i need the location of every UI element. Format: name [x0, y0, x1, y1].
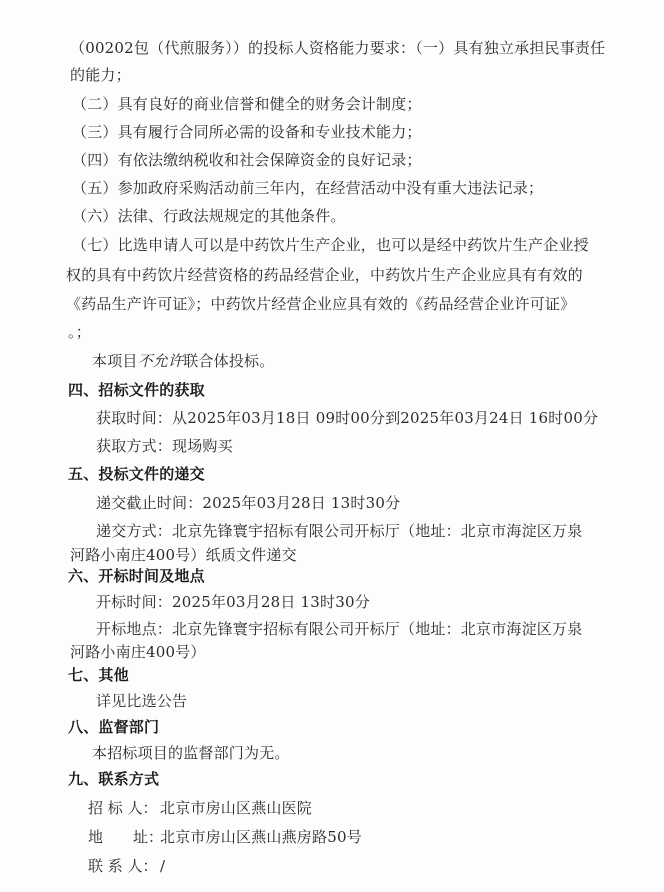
tenderer-label: 招 标 人： — [88, 799, 158, 817]
submission-method-line-2: 河路小南庄400号）纸质文件递交 — [70, 546, 297, 564]
consortium-statement — [92, 351, 274, 371]
qualification-intro-line-1: （00202包（代煎服务））的投标人资格能力要求：（一）具有独立承担民事责任 — [70, 39, 606, 57]
qualification-item-6: （六）法律、行政法规规定的其他条件。 — [72, 207, 346, 225]
qualification-item-7-line-4: 。； — [68, 323, 91, 341]
section-4-heading: 四、招标文件的获取 — [68, 381, 205, 399]
contact-address-row — [88, 827, 362, 847]
contact-person-row — [88, 856, 165, 876]
opening-place-line-1: 开标地点：北京先锋寰宇招标有限公司开标厅（地址：北京市海淀区万泉 — [96, 620, 583, 638]
qualification-item-4: （四）有依法缴纳税收和社会保障资金的良好记录； — [72, 151, 422, 169]
contact-person-label: 联 系 人： — [88, 857, 158, 875]
supervision-text: 本招标项目的监督部门为无。 — [92, 744, 290, 762]
opening-place-line-2: 河路小南庄400号） — [70, 643, 206, 661]
qualification-item-2: （二）具有良好的商业信誉和健全的财务会计制度； — [72, 95, 422, 113]
opening-time: 开标时间：2025年03月28日 13时30分 — [96, 593, 370, 611]
submission-deadline: 递交截止时间：2025年03月28日 13时30分 — [96, 494, 401, 512]
qualification-item-3: （三）具有履行合同所必需的设备和专业技术能力； — [72, 123, 422, 141]
qualification-item-7-line-1: （七）比选申请人可以是中药饮片生产企业，也可以是经中药饮片生产企业授 — [72, 236, 589, 254]
consortium-emphasis: 不允许 — [137, 352, 184, 370]
section-7-heading: 七、其他 — [68, 666, 129, 684]
address-value: 北京市房山区燕山燕房路50号 — [160, 828, 362, 846]
other-details: 详见比选公告 — [96, 692, 188, 710]
qualification-item-7-line-3: 《药品生产许可证》；中药饮片经营企业应具有效的《药品经营企业许可证》 — [66, 295, 576, 313]
qualification-item-7-line-2: 权的具有中药饮片经营资格的药品经营企业，中药饮片生产企业应具有有效的 — [66, 266, 583, 284]
submission-method-line-1: 递交方式：北京先锋寰宇招标有限公司开标厅（地址：北京市海淀区万泉 — [96, 522, 583, 540]
acquisition-method: 获取方式：现场购买 — [96, 437, 233, 455]
contact-person-value: / — [160, 857, 166, 875]
qualification-intro-line-2: 的能力； — [70, 66, 131, 84]
qualification-item-5: （五）参加政府采购活动前三年内，在经营活动中没有重大违法记录； — [72, 179, 544, 197]
tenderer-value: 北京市房山区燕山医院 — [160, 799, 313, 817]
consortium-suffix: 联合体投标。 — [183, 352, 275, 370]
section-5-heading: 五、投标文件的递交 — [68, 465, 205, 483]
consortium-prefix: 本项目 — [92, 352, 138, 370]
contact-tenderer-row — [88, 798, 312, 818]
section-6-heading: 六、开标时间及地点 — [68, 567, 205, 585]
acquisition-time: 获取时间：从2025年03月18日 09时00分到2025年03月24日 16时00分 — [96, 409, 599, 427]
section-9-heading: 九、联系方式 — [68, 770, 160, 788]
section-8-heading: 八、监督部门 — [68, 718, 160, 736]
address-label: 地 址： — [88, 828, 164, 846]
